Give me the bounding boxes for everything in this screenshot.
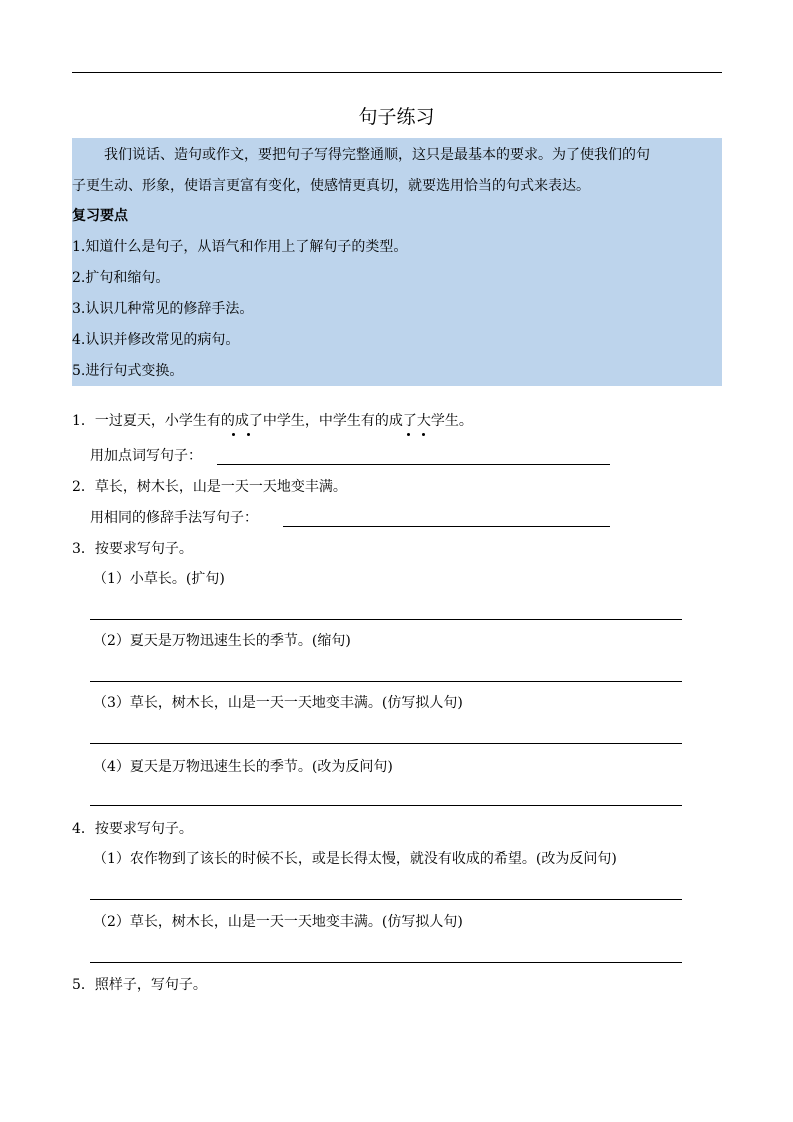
question-4-text: 4．按要求写句子。 bbox=[72, 821, 193, 837]
question-3-item-4-answer-line[interactable] bbox=[90, 805, 682, 806]
question-3-item-3: （3）草长，树木长，山是一天一天地变丰满。(仿写拟人句) bbox=[93, 695, 463, 711]
emphasis-dot bbox=[247, 433, 250, 436]
question-1-prompt: 用加点词写句子： bbox=[90, 448, 202, 464]
question-3-item-1-answer-line[interactable] bbox=[90, 619, 682, 620]
emphasis-dot bbox=[422, 433, 425, 436]
question-1-text: 1．一过夏天，小学生有的成了中学生，中学生有的成了大学生。 bbox=[72, 413, 473, 429]
review-point-2: 2.扩句和缩句。 bbox=[72, 270, 170, 286]
question-2-prompt: 用相同的修辞手法写句子： bbox=[90, 510, 258, 526]
review-point-1: 1.知道什么是句子，从语气和作用上了解句子的类型。 bbox=[72, 239, 408, 255]
header-rule bbox=[72, 72, 722, 73]
question-3-text: 3．按要求写句子。 bbox=[72, 541, 193, 557]
question-4-item-1: （1）农作物到了该长的时候不长，或是长得太慢，就没有收成的希望。(改为反问句) bbox=[93, 851, 617, 867]
question-3-item-3-answer-line[interactable] bbox=[90, 743, 682, 744]
review-point-5: 5.进行句式变换。 bbox=[72, 363, 184, 379]
review-heading: 复习要点 bbox=[72, 208, 128, 224]
review-point-4: 4.认识并修改常见的病句。 bbox=[72, 332, 240, 348]
question-2-answer-line[interactable] bbox=[283, 526, 610, 527]
question-4-item-2: （2）草长，树木长，山是一天一天地变丰满。(仿写拟人句) bbox=[93, 914, 463, 930]
question-3-item-1: （1）小草长。(扩句) bbox=[93, 571, 225, 587]
intro-line-2: 子更生动、形象，使语言更富有变化，使感情更真切，就要选用恰当的句式来表达。 bbox=[72, 178, 590, 194]
question-2-text: 2．草长，树木长，山是一天一天地变丰满。 bbox=[72, 479, 347, 495]
question-1-answer-line[interactable] bbox=[217, 464, 610, 465]
question-3-item-2-answer-line[interactable] bbox=[90, 681, 682, 682]
emphasis-dot bbox=[407, 433, 410, 436]
intro-line-1: 我们说话、造句或作文，要把句子写得完整通顺，这只是最基本的要求。为了使我们的句 bbox=[104, 147, 650, 163]
question-3-item-2: （2）夏天是万物迅速生长的季节。(缩句) bbox=[93, 633, 351, 649]
page-title: 句子练习 bbox=[358, 106, 435, 128]
review-point-3: 3.认识几种常见的修辞手法。 bbox=[72, 301, 254, 317]
question-3-item-4: （4）夏天是万物迅速生长的季节。(改为反问句) bbox=[93, 759, 393, 775]
question-4-item-2-answer-line[interactable] bbox=[90, 962, 682, 963]
emphasis-dot bbox=[232, 433, 235, 436]
question-4-item-1-answer-line[interactable] bbox=[90, 899, 682, 900]
question-5-text: 5．照样子，写句子。 bbox=[72, 977, 207, 993]
